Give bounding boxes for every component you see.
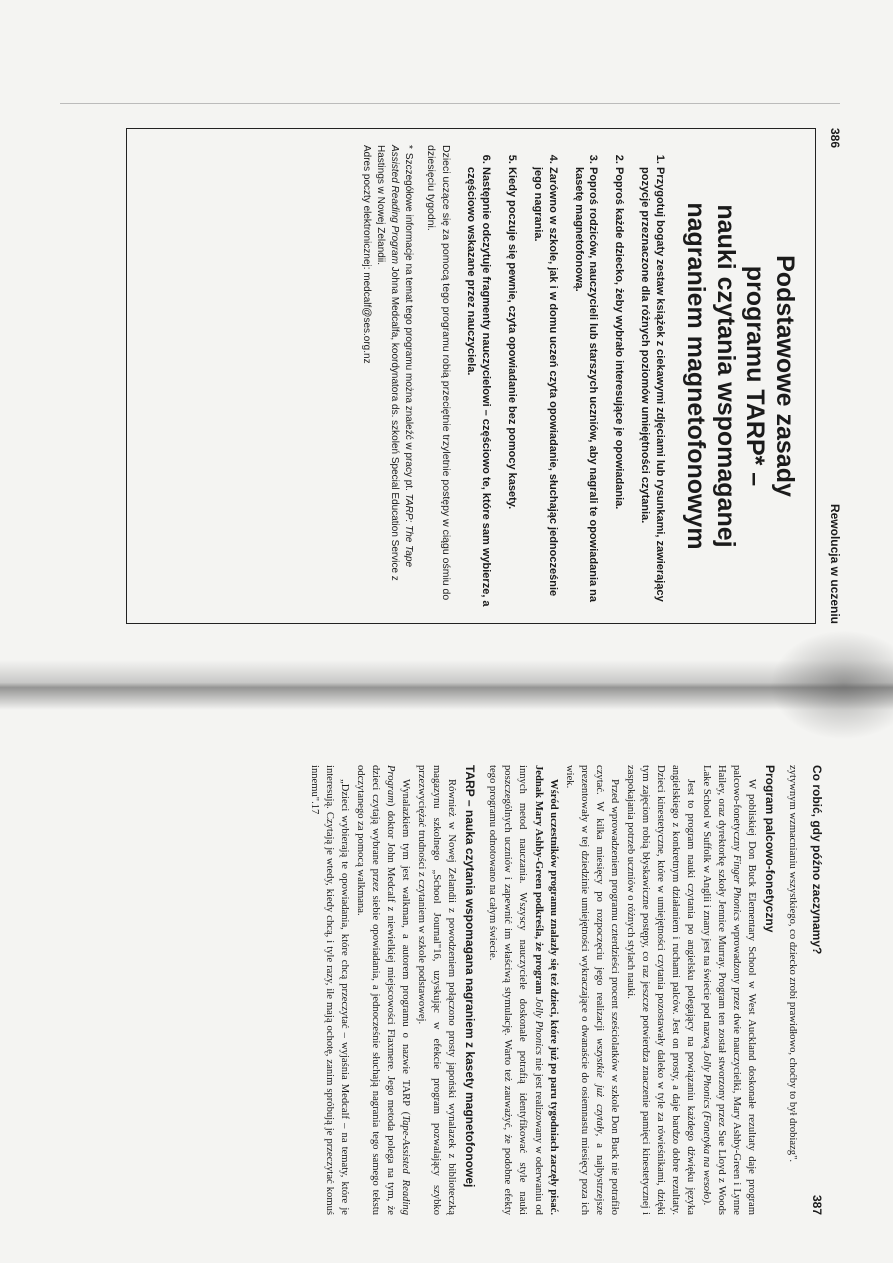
right-header-title: Co robić, gdy późno zaczynamy?: [810, 765, 824, 955]
text-run-italic: Tape-Assisted Reading Program: [385, 765, 412, 1215]
paragraph: „Dzieci wybierają te opowiadania, które chcą przeczytać – wyjaśnia Medcalf – na tematy, które je interesują. Czytają je wtedy, kiedy chcą, i tyle razy, ile mają ochotę, zanim spróbują je przeczytać komuś innemu".17: [309, 765, 351, 1215]
right-running-header: [810, 765, 824, 1215]
paragraph: [485, 765, 560, 1215]
box-note: Dzieci uczące się za pomocą tego programu robią przeciętnie trzyletnie postępy w ciągu ośmiu do dziesięciu tygodni.: [424, 145, 452, 601]
section-heading: Program palcowo-fonetyczny: [762, 765, 777, 933]
text-run: ) doktor John Medcalf z niewielkiej miejscowości Flaxmere. Jego metoda polega na tym, że dzieci czytają wybrane przez siebie opowiadania, a jednocześnie słuchają nagrania tego samego tekstu odczytanego za pomocą walkmana.: [355, 765, 397, 1215]
footnote-text: Johna Medcalfa, koordynatora ds. szkoleń Special Education Service z Hastings w Nowej Zelandii.: [375, 145, 401, 581]
footnote-email: Adres poczty elektronicznej: medcalf@ses.org.nz: [361, 145, 373, 364]
box-title-line: programu TARP* –: [741, 265, 770, 487]
paragraph: [353, 765, 413, 1215]
box-title-line: nauki czytania wspomaganej: [712, 204, 740, 548]
box-title: [681, 145, 799, 607]
text-run: Wynalazkiem tym jest walkman, a autorem programu o nazwie TARP (: [400, 779, 412, 1116]
text-run: W pobliskiej Don Buck Elementary School w West Auckland doskonałe rezultaty daje program palcowo-fonetyczny: [730, 765, 757, 1215]
principle-item: 6. Następnie odczytuje fragmenty nauczycielowi – częściowo te, które sam wybierze, a częściowo wskazane przez nauczyciela.: [464, 167, 494, 607]
text-run-bold: Wśród uczestników programu znalazły się też dzieci, które już po paru tygodniach zaczęły pisać. Jednak Mary Ashby-Green podkreśla, że program: [532, 765, 559, 1215]
right-page-number: 387: [810, 1194, 824, 1215]
left-header-title: Rewolucja w uczeniu: [828, 503, 842, 624]
text-run-italic: wszystkie już czytały: [593, 1038, 605, 1134]
box-title-line: nagraniem magnetofonowym: [682, 202, 711, 550]
text-run: wprowadzony przez dwie nauczycielki, Mary Ashby-Green i Lynne Hailey, oraz dyrektorkę szkoły Jennice Murray. Program ten został stworzony przez Sue Lloyd z Woods Lake School w Suffolk w Anglii i znany jest na świecie pod nazwą: [700, 765, 742, 1215]
left-running-header: [828, 128, 842, 624]
text-run-italic: Finger Phonics: [730, 854, 742, 921]
paragraph: Również w Nowej Zelandii z powodzeniem połączono prosty japoński wynalazek z biblioteczką magazynu szkolnego „School Journal"16, uzyskując w efekcie program pozwalający szybko przezwyciężać trudności z czytaniem w szkole podstawowej.: [416, 765, 458, 1215]
text-run: Przed wprowadzeniem programu czterdzieści procent sześciolatków w szkole Don Buck nie potrafiło czytać. W kilka miesięcy po rozpoczęciu jego realizacji: [593, 765, 620, 1215]
right-page: [60, 735, 842, 1235]
page-fold-shadow: [0, 660, 893, 710]
right-page-body: [307, 765, 800, 1215]
principles-box: [126, 128, 816, 624]
box-footnote: [373, 145, 415, 607]
section-heading: TARP – nauka czytania wspomagana nagraniem z kasety magnetofonowej: [463, 765, 478, 1188]
principle-item: 5. Kiedy poczuje się pewnie, czyta opowiadanie bez pomocy kasety.: [504, 167, 519, 607]
text-run-italic: Jolly Phonics: [532, 997, 544, 1055]
principle-item: 4. Zarówno w szkole, jak i w domu uczeń czyta opowiadanie, słuchając jednocześnie jego nagrania.: [530, 167, 560, 607]
principles-list: [464, 145, 667, 607]
footnote-book-title: TARP: The Tape Assisted Reading Program: [389, 145, 415, 568]
paragraph: Jest to program nauki czytania po angielsku polegający na powiązaniu każdego dźwięku języka angielskiego z konkretnym działaniem i ruchami palców. Jest on prosty, a daje bardzo dobre rezultaty. Dzieci kinestetyczne, które w umiejętności czytania pozostawały daleko w tyle za rówieśnikami, dzięki tym zajęciom robią błyskawiczne postępy, co raz jeszcze potwierdza znaczenie pamięci kinestetycznej i zaspokajania potrzeb uczniów o różnych stylach nauki.: [624, 765, 696, 1215]
left-page: [80, 100, 862, 650]
text-run: , a najbystrzejsze prezentowały w tej dziedzinie umiejętności wykraczające o dwanaście do osiemnastu miesięcy poza ich wiek.: [563, 765, 605, 1215]
left-page-number: 386: [828, 128, 842, 149]
text-run: nie jest realizowany w oderwaniu od innych metod nauczania. Wszyscy nauczyciele doskonale potrafią identyfikować style nauki poszczególnych uczniów i zapewnić im właściwą stymulację. Warto też zauważyć, że podobne efekty tego programu odnotowano na całym świecie.: [487, 765, 544, 1215]
footnote-text: Szczegółowe informacje na temat tego programu można znaleźć w pracy pt.: [403, 152, 415, 491]
paragraph: [562, 765, 622, 1215]
principle-item: 3. Poproś rodziców, nauczycieli lub starszych uczniów, aby nagrali te opowiadania na kasetę magnetofonową.: [571, 167, 601, 607]
principle-item: 2. Poproś każde dziecko, żeby wybrało interesujące je opowiadania.: [611, 167, 626, 607]
box-title-line: Podstawowe zasady: [771, 255, 799, 497]
intro-paragraph: zytywnym wzmacnianiu wszystkiego, co dziecko zrobi prawidłowo, choćby to był drobiazg".: [787, 765, 798, 1163]
footnote-marker: *: [403, 145, 415, 149]
text-run-italic: Jolly Phonics (Fonetyka na wesoło).: [700, 1051, 712, 1206]
principle-item: 1. Przygotuj bogaty zestaw książek z ciekawymi zdjęciami lub rysunkami, zawierający pozycje przeznaczone dla różnych poziomów umiejętności czytania.: [637, 167, 667, 607]
paragraph: [699, 765, 759, 1215]
